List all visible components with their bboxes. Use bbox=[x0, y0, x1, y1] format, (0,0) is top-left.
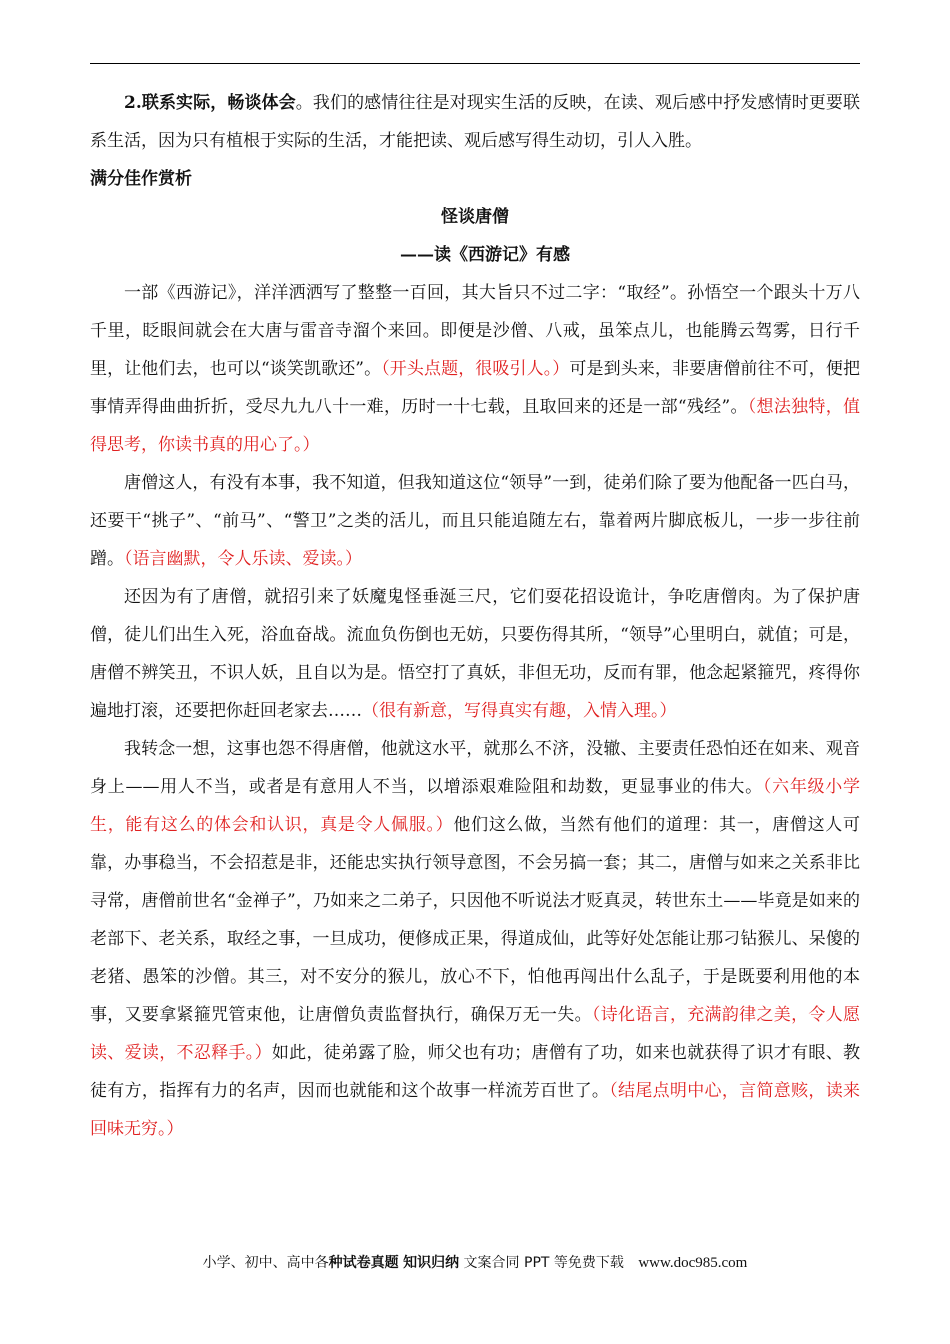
essay-paragraph-2 bbox=[90, 464, 860, 578]
paragraph-text: 他们这么做，当然有他们的道理：其一，唐僧这人可靠，办事稳当，不会招惹是非，还能忠实执行领导意图，不会另搞一套；其二，唐僧与如来之关系非比寻常，唐僧前世名“金禅子”，乃如来之二弟子，只因他不听说法才贬真灵，转世东土——毕竟是如来的老部下、老关系，取经之事，一旦成功，便修成正果，得道成仙，此等好处怎能让那刁钻猴儿、呆傻的老猪、愚笨的沙僧。其三，对不安分的猴儿，放心不下，怕他再闯出什么乱子，于是既要利用他的本事，又要拿紧箍咒管束他，让唐僧负责监督执行，确保万无一失。 bbox=[90, 815, 861, 1025]
intro-text: 。我们的感情往往是对现实生活的反映，在读、观后感中抒发感情时更要联系生活，因为只有植根于实际的生活，才能把读、观后感写得生动切，引人入胜。 bbox=[90, 93, 861, 151]
essay-subtitle: ——读《西游记》有感 bbox=[400, 245, 570, 265]
header-rule bbox=[90, 63, 860, 64]
essay-title: 怪谈唐僧 bbox=[441, 207, 509, 227]
paragraph-text: 还因为有了唐僧，就招引来了妖魔鬼怪垂涎三尺，它们耍花招设诡计，争吃唐僧肉。为了保护唐僧，徒儿们出生入死，浴血奋战。流血负伤倒也无妨，只要伤得其所，“领导”心里明白，就值；可是，唐僧不辨笑丑，不识人妖，且自以为是。悟空打了真妖，非但无功，反而有罪，他念起紧箍咒，疼得你遍地打滚，还要把你赶回老家去…… bbox=[90, 587, 860, 721]
intro-lead: 2.联系实际，畅谈体会 bbox=[124, 93, 296, 113]
footer-text-bold: 种试卷真题 bbox=[328, 1255, 399, 1271]
paragraph-text: 我转念一想，这事也怨不得唐僧，他就这水平，就那么不济，没辙、主要责任恐怕还在如来、观音身上——用人不当，或者是有意用人不当，以增添艰难险阻和劫数，更显事业的伟大。 bbox=[90, 739, 860, 797]
teacher-comment: （语言幽默，令人乐读、爱读。） bbox=[124, 549, 362, 569]
paragraph-text: 一部《西游记》，洋洋洒洒写了整整一百回，其大旨只不过二字：“取经”。孙悟空一个跟头十万八千里，眨眼间就会在大唐与雷音寺溜个来回。即便是沙僧、八戒，虽笨点儿，也能腾云驾雾，日行千里，让他们去，也可以“谈笑凯歌还”。 bbox=[90, 283, 860, 379]
essay-paragraph-4 bbox=[90, 730, 860, 1148]
teacher-comment: （六年级小学生，能有这么的体会和认识，真是令人佩服。） bbox=[90, 777, 861, 835]
paragraph-text: 如此，徒弟露了脸，师父也有功；唐僧有了功，如来也就获得了识才有眼、教徒有方，指挥有力的名声，因而也就能和这个故事一样流芳百世了。 bbox=[90, 1043, 860, 1101]
footer-text: 文案合同 PPT 等免费下载 bbox=[463, 1255, 624, 1271]
document-body bbox=[90, 84, 860, 1148]
paragraph-text: 唐僧这人，有没有本事，我不知道，但我知道这位“领导”一到，徒弟们除了要为他配备一匹白马，还要干“挑子”、“前马”、“警卫”之类的活儿，而且只能追随左右，靠着两片脚底板儿，一步一步往前蹭。 bbox=[90, 473, 860, 569]
intro-paragraph bbox=[90, 84, 860, 160]
teacher-comment: （诗化语言，充满韵律之美，令人愿读、爱读，不忍释手。） bbox=[90, 1005, 861, 1063]
footer-url-link[interactable]: www.doc985.com bbox=[638, 1255, 748, 1271]
page-footer bbox=[0, 1252, 950, 1272]
essay-paragraph-1 bbox=[90, 274, 860, 464]
teacher-comment: （想法独特，值得思考，你读书真的用心了。） bbox=[90, 397, 860, 455]
footer-text-bold: 知识归纳 bbox=[403, 1255, 460, 1271]
teacher-comment: （开头点题，很吸引人。） bbox=[381, 359, 570, 379]
section-heading: 满分佳作赏析 bbox=[90, 169, 192, 189]
essay-paragraph-3 bbox=[90, 578, 860, 730]
paragraph-text: 可是到头来，非要唐僧前往不可，便把事情弄得曲曲折折，受尽九九八十一难，历时一十七载，且取回来的还是一部“残经”。 bbox=[90, 359, 860, 417]
teacher-comment: （很有新意，写得真实有趣，入情入理。） bbox=[362, 701, 677, 721]
footer-text: 小学、初中、高中各 bbox=[202, 1255, 329, 1271]
teacher-comment: （结尾点明中心，言简意赅，读来回味无穷。） bbox=[90, 1081, 860, 1139]
